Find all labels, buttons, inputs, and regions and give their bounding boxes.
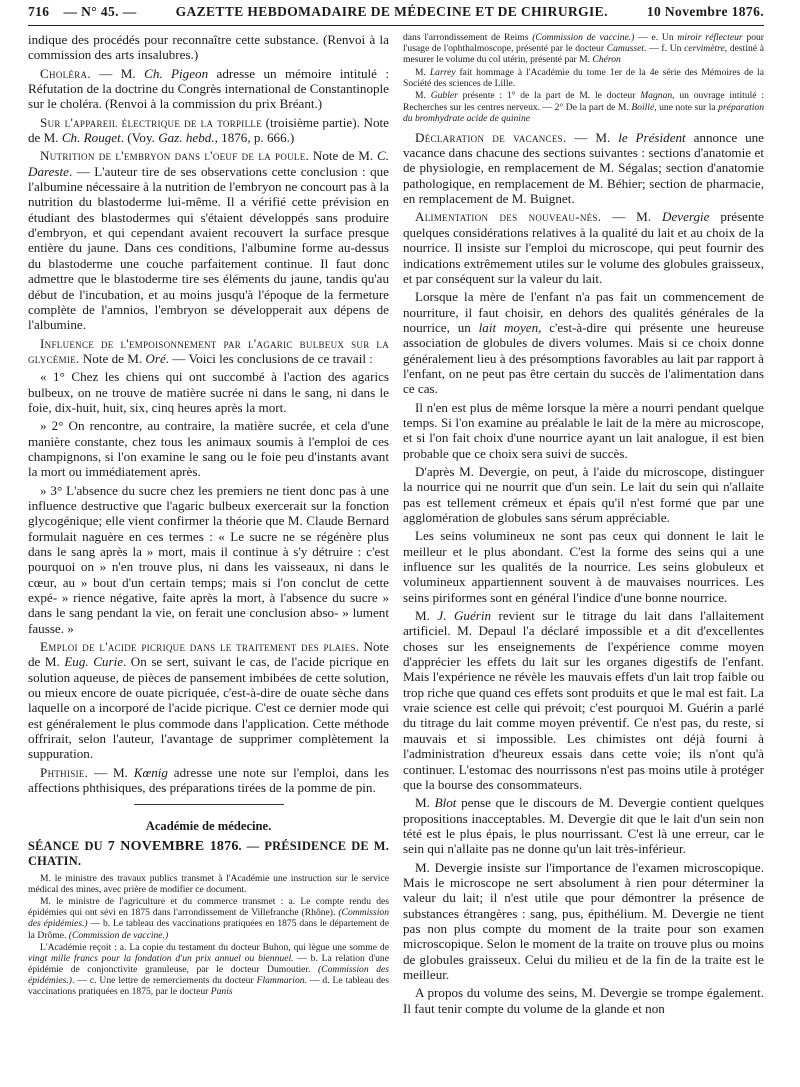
seance-heading [28, 839, 389, 870]
author-name: Blot [434, 795, 457, 811]
correspondence-block [403, 32, 764, 124]
paragraph [403, 32, 764, 65]
author-name: Eug. Curie [64, 654, 124, 670]
section-nouveau-nes [403, 209, 764, 286]
quote-paragraph: « 1° Chez les chiens qui ont succombé à l'action des agarics bulbeux, on ne trouve de matière sucrée ni dans le sang, ni dans le foie, dix-huit, huit, six, cinq heures après la mort. [28, 369, 389, 415]
section-title: Déclaration de vacances. [415, 129, 567, 145]
author-name: Devergie [661, 209, 710, 225]
reference: Gaz. hebd. [158, 130, 215, 146]
emphasis: préparation du bromhydrate acide de quinine [403, 101, 764, 124]
text: (troisième partie). Note de M. [28, 114, 389, 146]
emphasis: cervimètre [684, 43, 725, 55]
paragraph [403, 67, 764, 89]
text: — M. [88, 764, 134, 780]
emphasis: miroir réflecteur [677, 32, 743, 43]
text: . — L'auteur tire de ses observations cette conclusion : que l'albumine nécessaire à la nutrition de l'embryon ne concourt pas à la nutrition du blastoderme lui-même. Il a vérifié cette prévision en étudiant des blastodermes qui s'étaient développés sans produire d'embryon, et qui cependant avaient recouvert la surface presque entière du jaune. Dans ces conditions, l'albumine forme au-dessus du blastoderme une couche parfaitement continue. Il faut donc admettre que le blastoderme tire ses éléments du jaune, tandis qu'au début de l'incubation, et au moins jusqu'à l'époque de la fermeture complète de l'amnios, l'embryon se développerait aux dépens de l'albumine. [28, 163, 389, 333]
text: . — Voici les conclusions de ce travail : [165, 350, 373, 366]
section-title: Phthisie. [40, 764, 89, 780]
text: , c'est-à-dire qui présente une heureuse association de globules de divers volumes. Mais si ce choix donne généralement lieu à des présomptions favorables au lait par rapport à l'enfant, on ne peut pas être certain du succès de l'alimentation dans ce cas. [403, 319, 764, 397]
paragraph: M. le ministre des travaux publics transmet à l'Académie une instruction sur le service médical des mines, avec prière de modifier ce document. [28, 872, 389, 895]
text: M. [415, 90, 431, 102]
text: pour l'usage de l'ophthalmoscope, présenté par le docteur [403, 32, 764, 55]
text: Note de M. [28, 639, 389, 670]
author-name: Flammarion [256, 975, 305, 987]
text: présente : 1° de la part de M. le docteur [457, 90, 641, 102]
commission: (Commission des épidémies.) [28, 964, 389, 987]
page-number: 716 [28, 4, 50, 19]
section-title: Nutrition de l'embryon dans l'oeuf de la poule. [40, 148, 310, 164]
paragraph [403, 90, 764, 123]
right-column [403, 32, 764, 1080]
issue-number: — N° 45. — [63, 4, 137, 19]
author-name: Panis [210, 986, 233, 998]
author-name: Chéron [592, 54, 621, 66]
text: — M. [601, 209, 662, 225]
author-name: Ch. Rouget [61, 130, 121, 146]
section-torpille [28, 115, 389, 146]
author-name: Magnan [640, 90, 673, 102]
text: . — c. Une lettre de remerciements du docteur [71, 975, 257, 987]
section-picrique [28, 639, 389, 762]
author-name: Ch. Pigeon [144, 65, 209, 81]
section-title: Alimentation des nouveau-nés. [415, 209, 602, 225]
paragraph: Les seins volumineux ne sont pas ceux qui donnent le lait le meilleur et le plus abondant. C'est la forme des seins qui a une influence sur les qualités de la nourrice. Les seins globuleux et volumineux appartiennent souvent à de mauvaises nourrices. Les seins piriformes sont en général l'indice d'une bonne nourrice. [403, 528, 764, 605]
paragraph: indique des procédés pour reconnaître cette substance. (Renvoi à la commission des arts insalubres.) [28, 32, 389, 63]
section-title: Emploi de l'acide picrique dans le traitement des plaies. [40, 639, 360, 655]
text: fait hommage à l'Académie du tome 1er de la 4e série des Mémoires de la Société des sciences de Lille. [403, 66, 764, 89]
text: SÉANCE DU [28, 838, 108, 853]
section-divider [134, 804, 284, 805]
section-agaric [28, 336, 389, 367]
text: , 1876, p. 666.) [214, 130, 295, 146]
text: L'Académie reçoit : a. La copie du testament du docteur Buhon, qui lègue une somme de [40, 942, 389, 954]
text: . (Voy. [120, 130, 159, 146]
paragraph: M. Devergie insiste sur l'importance de l'examen microscopique. Mais le microscope ne sert absolument à rien pour déterminer la valeur du lait; il n'est utile que pour démontrer la présence de substances étrangères : sang, pus, épithélium. M. Devergie ne tient pas non plus compte du moment de la traite pour son examen microscopique. Selon le moment de la traite on trouve plus ou moins de globules graisseux. Celui du milieu et de la fin de la traite est le meilleur. [403, 859, 764, 982]
quote-paragraph: » 3° L'absence du sucre chez les premiers ne tient donc pas à une influence destructive que l'agaric bulbeux exercerait sur la fonction glycogénique; elle vient confirmer la théorie que M. Claude Bernard formulait naguère en ces termes : « Le sucre ne se régénère plus dans le sang après la » mort, mais il continue à s'y détruire : c'est pourquoi on » n'en trouve plus, ni dans les vaisseaux, ni dans le cœur, au » bout d'un certain temps; mais si l'on conclut de cette expé- » rience négative, faite après la mort, à l'absence du sucre » dans le sang pendant la vie, on ferait une conclusion abso- » lument fausse. » [28, 482, 389, 636]
text: annonce une vacance dans chacune des sections suivantes : sections d'anatomie et de physiologie, en remplacement de M. Ségalas; section d'anatomie pathologique, en remplacement de M. Béhier; section de pharmacie, en remplacement de M. Buignet. [403, 129, 764, 207]
text: dans l'arrondissement de Reims [403, 32, 533, 43]
text: . On se sert, suivant le cas, de l'acide picrique en solution aqueuse, de pièces de pansement imbibées de cette solution, ou mieux encore de ouate picriquée, c'est-à-dire de ouate sèche dans laquelle on a incorporé de l'acide picrique. C'est ce dernier mode qui est généralement le plus commode dans l'application. Cette méthode offrirait, selon l'auteur, l'avantage de supprimer complètement la suppuration. [28, 654, 389, 762]
section-vacances [403, 130, 764, 207]
emphasis: lait moyen [478, 319, 539, 335]
text: présente quelques considérations relatives à la qualité du lait et au choix de la nourrice. Il insiste sur l'emploi du microscope, qui peut fournir des indications extrêmement utiles sur le volume des globules graisseux, et par conséquent sur la valeur du lait. [403, 209, 764, 286]
text: — M. [566, 129, 619, 145]
author-name: Boillé [631, 101, 655, 113]
text: adresse une note sur l'emploi, dans les affections phthisiques, des préparations tirées de la pomme de pin. [28, 764, 389, 796]
author-name: le Président [618, 129, 686, 145]
text: revient sur le titrage du lait dans l'allaitement artificiel. M. Depaul l'a déclaré impossible et a dit d'excellentes choses sur les enseignements de l'expérience comme moyen d'apprécier les effets du lait sur les organes digestifs de l'enfant. Mais l'expérience ne révèle les mauvais effets d'un lait trop faible ou trop riche que quand ces effets sont produits et que le mal est fait. La vraie science est celle qui prévoit; c'est pourquoi M. Guérin a parlé du titrage du lait comme moyen préventif. Ce n'est pas, du reste, si mauvais et si impossible. Les chimistes ont déjà fourni à l'administration d'heureux essais dans cette voie; ils n'ont qu'à continuer. L'estomac des nourrissons n'est pas moins utile à protéger que la bourse des consommateurs. [403, 608, 764, 792]
section-phthisie [28, 765, 389, 796]
commission: (Commission de vaccine.) [68, 929, 169, 941]
left-column [28, 32, 389, 1080]
text: , destiné à mesurer le volume du col utérin, présenté par M. [403, 43, 764, 66]
author-name: C. Dareste [28, 148, 389, 179]
paragraph: D'après M. Devergie, on peut, à l'aide du microscope, distinguer la nourrice qui ne nourrit que d'un sein. Le lait du sein qui n'allaite pas est tellement crémeux et épais qu'il n'est formé que par une agglomération de globules sans sérum appréciable. [403, 463, 764, 525]
commission: (Commission des épidémies.) [28, 907, 389, 930]
text: , un ouvrage intitulé : Recherches sur les centres nerveux. — 2° De la part de M. [403, 90, 764, 113]
seance-date: 7 NOVEMBRE 1876 [107, 838, 239, 854]
paragraph [403, 795, 764, 856]
journal-title: GAZETTE HEBDOMADAIRE DE MÉDECINE ET DE CHIRURGIE. [175, 4, 608, 19]
text: — M. [90, 65, 145, 81]
section-nutrition [28, 148, 389, 332]
paragraph: Il n'en est plus de même lorsque la mère a nourri pendant quelque temps. Si l'on examine au préalable le lait de la mère au microscope, et si l'on fait choix d'une nourrice ayant un lait analogue, il est bien probable que ce choix sera suivi de succès. [403, 399, 764, 461]
author-name: Camusset [606, 43, 645, 55]
issue-date: 10 Novembre 1876. [646, 4, 764, 19]
paragraph [403, 608, 764, 792]
emphasis: vingt mille francs pour la fondation d'un prix annuel ou biennuel. [28, 953, 294, 965]
text: Note de M. [309, 148, 377, 164]
commission: (Commission de vaccine.) [532, 32, 635, 43]
text: — b. Le tableau des vaccinations pratiquées en 1875 dans le département de la Drôme. [28, 918, 389, 941]
text: Note de M. [79, 350, 146, 366]
text: pense que le discours de M. Devergie contient quelques propositions inacceptables. M. Devergie dit que le lait d'un sein non tété est le plus épais, le plus nourrissant. C'est là une erreur, car le sein qui n'allaite pas ne donne qu'un lait très-inférieur. [403, 795, 764, 857]
text: . — d. Le tableau des vaccinations pratiquées en 1875, par le docteur [28, 975, 389, 998]
paragraph: A propos du volume des seins, M. Devergie se trompe également. Il faut tenir compte du volume de la glande et non [403, 985, 764, 1016]
section-title: Sur l'appareil électrique de la torpille [40, 114, 262, 130]
paragraph [28, 942, 389, 997]
text: . — f. Un [644, 43, 685, 55]
page-header [28, 4, 764, 26]
correspondence-block [28, 873, 389, 998]
section-cholera [28, 66, 389, 112]
author-name: J. Guérin [437, 608, 492, 624]
section-title: Influence de l'empoisonnement par l'agaric bulbeux sur la glycémie. [28, 335, 389, 366]
text: Lorsque la mère de l'enfant n'a pas fait un commencement de nourriture, il faut choisir, en dehors des qualités générales de la nourrice, un [403, 289, 764, 335]
quote-paragraph: » 2° On rencontre, au contraire, la matière sucrée, et cela d'une manière constante, chez tous les animaux soumis à l'emploi de ces champignons, si l'on examine le sang ou le foie peu d'instants avant la mort ou immédiatement après. [28, 418, 389, 480]
paragraph [403, 289, 764, 396]
text: , une note sur la [654, 101, 719, 113]
text: — e. Un [634, 32, 678, 43]
author-name: Gubler [430, 90, 458, 102]
text: M. [415, 608, 438, 624]
text: — b. La relation d'une épidémie de conjonctivite granuleuse, par le docteur Dumoutier. [28, 953, 389, 976]
text: M. [415, 66, 430, 78]
paragraph [28, 896, 389, 940]
text: adresse un mémoire intitulé : Réfutation de la doctrine du Congrès international de Constantinople sur le choléra. (Renvoi à la commission du prix Bréant.) [28, 65, 389, 112]
text: M. le ministre de l'agriculture et du commerce transmet : a. Le compte rendu des épidémies qui ont sévi en 1875 dans l'arrondissement de Villefranche (Rhône). [28, 896, 389, 919]
text: M. [415, 795, 435, 811]
section-title: Choléra. [40, 65, 91, 81]
academy-heading: Académie de médecine. [145, 818, 272, 833]
author-name: Kœnig [133, 764, 168, 780]
author-name: Larrey [429, 66, 456, 78]
text: . — PRÉSIDENCE DE M. CHATIN. [28, 838, 389, 869]
author-name: Oré [145, 350, 166, 366]
